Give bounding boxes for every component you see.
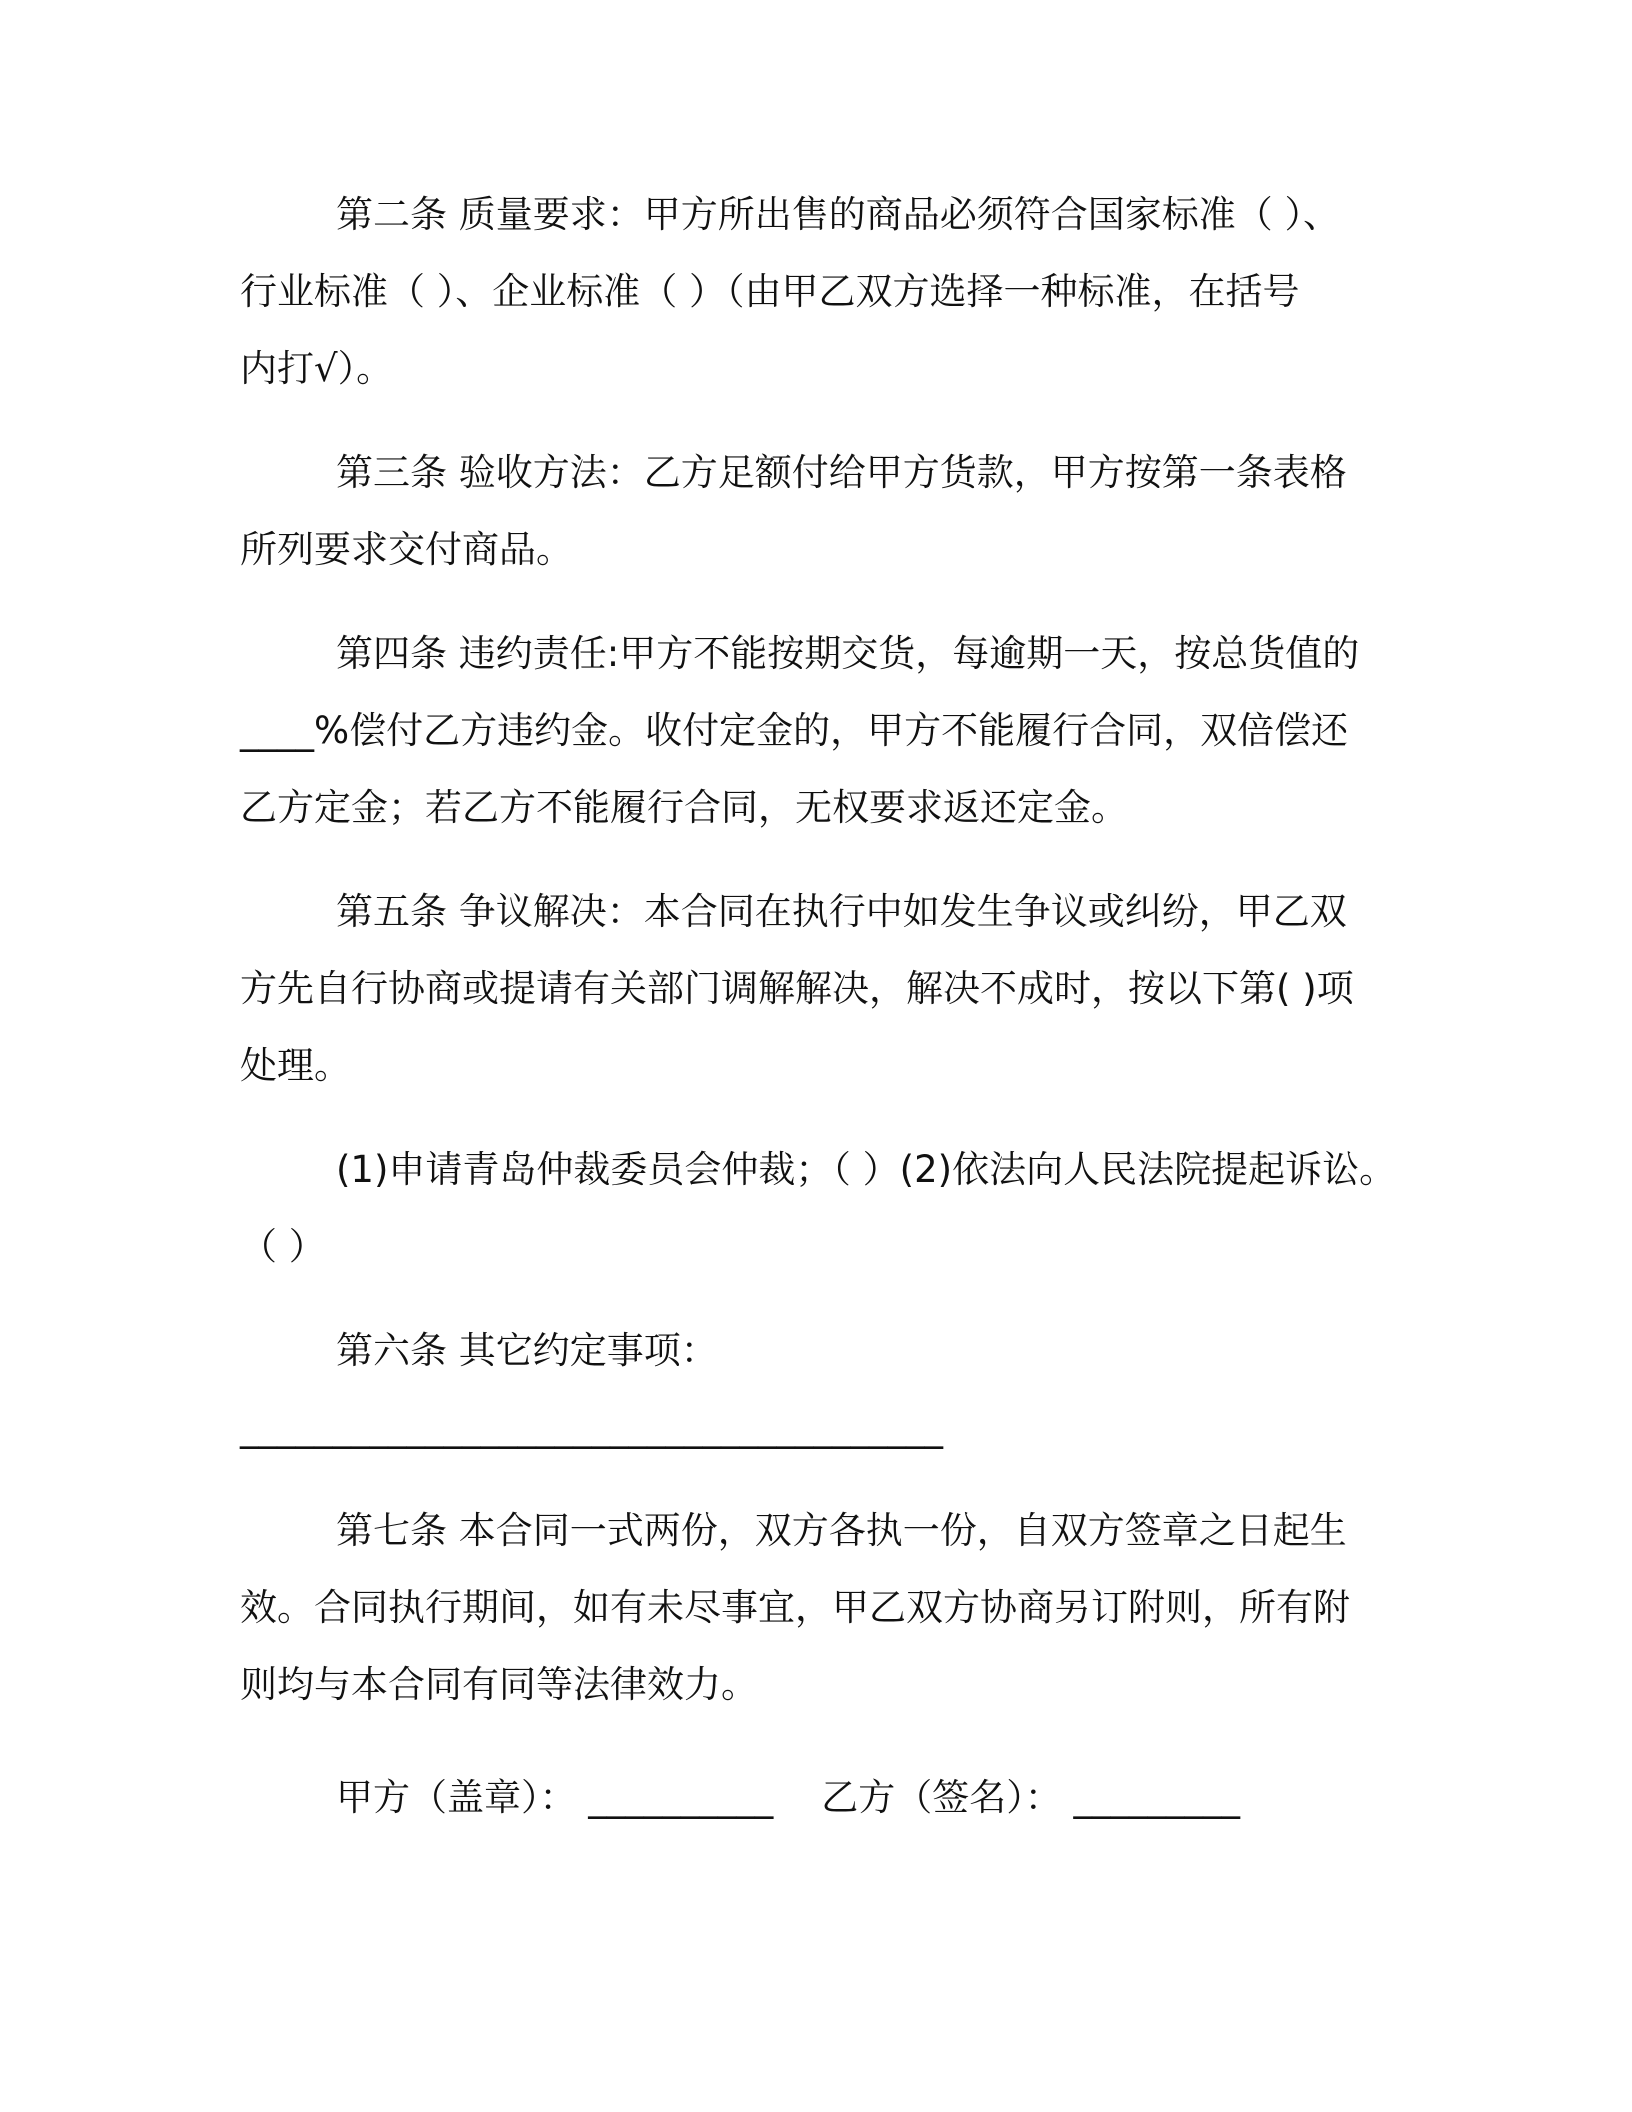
article-6-line: 第六条 其它约定事项：: [336, 1329, 718, 1372]
article-5-line: 第五条 争议解决：本合同在执行中如发生争议或纠纷，甲乙双: [336, 890, 1347, 933]
article-7-copies-and-validity: [240, 1492, 1400, 1723]
signature-row: [336, 1759, 1240, 1836]
article-2-line: 第二条 质量要求：甲方所出售的商品必须符合国家标准（ ）、: [336, 193, 1341, 236]
article-7-line: 则均与本合同有同等法律效力。: [240, 1663, 758, 1706]
article-3-line: 所列要求交付商品。: [240, 528, 573, 571]
article-3-acceptance-method: [240, 434, 1400, 588]
article-4-breach-liability: [240, 615, 1400, 846]
dispute-option-line: （ ）: [240, 1225, 326, 1268]
article-3-line: 第三条 验收方法：乙方足额付给甲方货款，甲方按第一条表格: [336, 451, 1347, 494]
article-4-line: 乙方定金；若乙方不能履行合同，无权要求返还定金。: [240, 786, 1128, 829]
dispute-option-line: (1)申请青岛仲裁委员会仲裁；（ ）(2)依法向人民法院提起诉讼。: [336, 1148, 1397, 1191]
article-2-line: 行业标准（ ）、企业标准（ ）（由甲乙双方选择一种标准，在括号: [240, 270, 1300, 313]
article-5-line: 处理。: [240, 1044, 351, 1087]
article-2-line: 内打√）。: [240, 347, 394, 390]
dispute-options: [240, 1131, 1400, 1285]
article-4-line: 第四条 违约责任:甲方不能按期交货，每逾期一天，按总货值的: [336, 632, 1360, 675]
article-7-line: 效。合同执行期间，如有未尽事宜，甲乙双方协商另订附则，所有附: [240, 1586, 1350, 1629]
article-2-quality-requirements: [240, 176, 1400, 407]
party-b-signature-field: 乙方（签名）： _________: [821, 1776, 1241, 1819]
article-4-line: ____%偿付乙方违约金。收付定金的，甲方不能履行合同，双倍偿还: [240, 709, 1349, 752]
party-a-seal-field: 甲方（盖章）： __________: [336, 1776, 774, 1819]
article-5-dispute-resolution: [240, 873, 1400, 1104]
article-7-line: 第七条 本合同一式两份，双方各执一份，自双方签章之日起生: [336, 1509, 1347, 1552]
article-5-line: 方先自行协商或提请有关部门调解解决，解决不成时，按以下第( )项: [240, 967, 1354, 1010]
article-6-blank-line: ______________________________________: [240, 1406, 943, 1449]
article-6-other-matters: [240, 1312, 1400, 1466]
